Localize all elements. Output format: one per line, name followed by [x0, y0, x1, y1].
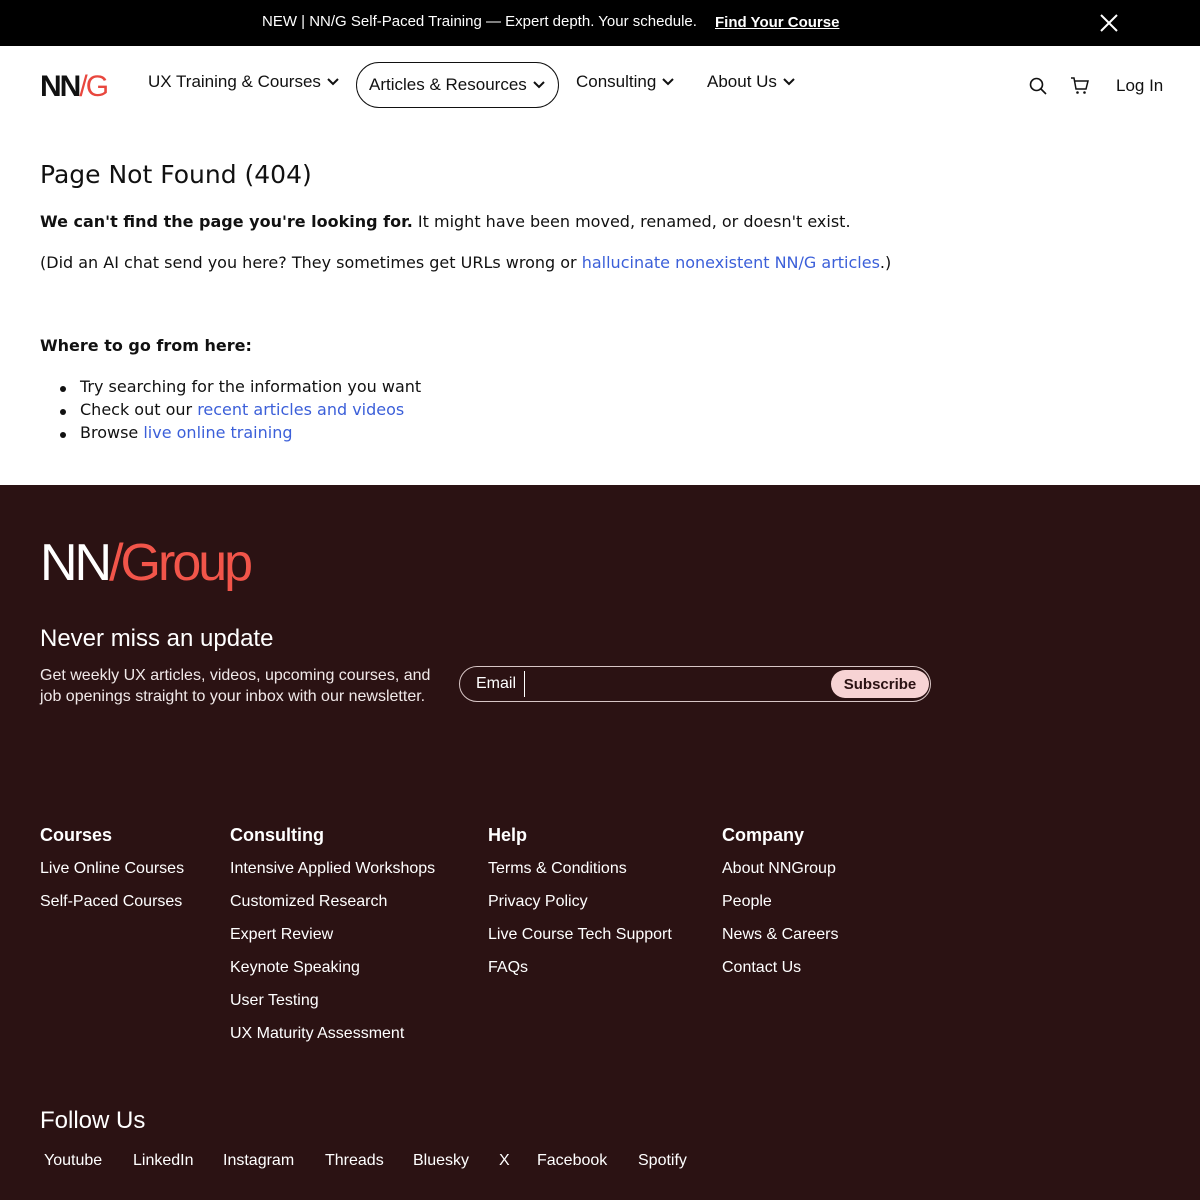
follow-us-title: Follow Us: [40, 1107, 146, 1134]
footer-col-courses: [40, 825, 184, 926]
site-footer: [0, 485, 1200, 1200]
social-facebook[interactable]: Facebook: [537, 1152, 608, 1169]
close-icon[interactable]: [1099, 13, 1119, 33]
find-your-course-link[interactable]: Find Your Course: [715, 14, 840, 31]
footer-link[interactable]: Terms & Conditions: [488, 860, 627, 877]
nav-ux-training[interactable]: UX Training & Courses: [148, 72, 340, 92]
social-spotify[interactable]: Spotify: [638, 1152, 687, 1169]
footer-link[interactable]: News & Careers: [722, 926, 839, 943]
subscribe-button[interactable]: Subscribe: [831, 670, 929, 698]
nav-consulting[interactable]: Consulting: [576, 72, 675, 92]
ai-chat-note: (Did an AI chat send you here? They sometimes get URLs wrong or hallucinate nonexistent NN/G articles.): [40, 253, 892, 272]
recent-articles-link[interactable]: recent articles and videos: [197, 400, 405, 419]
footer-link[interactable]: People: [722, 893, 772, 910]
footer-col-title: Help: [488, 825, 528, 845]
footer-link[interactable]: Privacy Policy: [488, 893, 588, 910]
nng-logo[interactable]: NN/G: [40, 70, 108, 103]
footer-link[interactable]: About NNGroup: [722, 860, 836, 877]
social-linkedin[interactable]: LinkedIn: [133, 1152, 194, 1169]
live-training-link[interactable]: live online training: [143, 423, 293, 442]
newsletter-form: [459, 666, 931, 702]
cart-icon[interactable]: [1070, 76, 1090, 96]
footer-col-help: [488, 825, 672, 992]
chevron-down-icon: [782, 75, 796, 89]
footer-col-title: Consulting: [230, 825, 324, 845]
footer-col-title: Company: [722, 825, 805, 845]
where-to-go-heading: Where to go from here:: [40, 336, 252, 355]
footer-link[interactable]: User Testing: [230, 992, 319, 1009]
chevron-down-icon: [326, 75, 340, 89]
footer-col-title: Courses: [40, 825, 113, 845]
newsletter-description: Get weekly UX articles, videos, upcoming courses, and job openings straight to your inbox with our newsletter.: [40, 667, 431, 705]
newsletter-title: Never miss an update: [40, 625, 274, 652]
footer-link[interactable]: Contact Us: [722, 959, 802, 976]
nav-articles-resources[interactable]: Articles & Resources: [356, 62, 559, 108]
hallucinate-articles-link[interactable]: hallucinate nonexistent NN/G articles: [581, 253, 880, 272]
social-instagram[interactable]: Instagram: [223, 1152, 295, 1169]
nngroup-logo[interactable]: NN/Group: [40, 534, 251, 592]
chevron-down-icon: [532, 78, 546, 92]
list-item: Try searching for the information you want: [40, 377, 421, 400]
announcement-bar: [0, 0, 1200, 46]
footer-link[interactable]: Keynote Speaking: [230, 959, 360, 976]
footer-link[interactable]: Customized Research: [230, 893, 388, 910]
site-header: [0, 46, 1200, 126]
social-youtube[interactable]: Youtube: [44, 1152, 103, 1169]
chevron-down-icon: [661, 75, 675, 89]
search-icon[interactable]: [1028, 76, 1048, 96]
list-item: Check out our recent articles and videos: [40, 400, 421, 423]
footer-col-consulting: [230, 825, 435, 1058]
email-label: Email: [476, 675, 517, 692]
social-x[interactable]: X: [499, 1152, 510, 1169]
not-found-message: We can't find the page you're looking for. It might have been moved, renamed, or doesn't exist.: [40, 212, 851, 231]
suggestions-list: [40, 377, 421, 446]
login-link[interactable]: Log In: [1116, 76, 1164, 95]
footer-link[interactable]: Intensive Applied Workshops: [230, 860, 436, 877]
list-item: Browse live online training: [40, 423, 421, 446]
announcement-text: NEW | NN/G Self-Paced Training — Expert depth. Your schedule.: [262, 13, 697, 30]
footer-link[interactable]: Live Online Courses: [40, 860, 185, 877]
social-threads[interactable]: Threads: [325, 1152, 384, 1169]
footer-link[interactable]: UX Maturity Assessment: [230, 1025, 405, 1042]
footer-col-company: [722, 825, 838, 992]
footer-link[interactable]: Expert Review: [230, 926, 334, 943]
nav-about-us[interactable]: About Us: [707, 72, 796, 92]
footer-link[interactable]: FAQs: [488, 959, 529, 976]
footer-link[interactable]: Live Course Tech Support: [488, 926, 672, 943]
email-field[interactable]: [524, 671, 824, 697]
footer-link[interactable]: Self-Paced Courses: [40, 893, 183, 910]
page-title: Page Not Found (404): [40, 160, 312, 189]
social-bluesky[interactable]: Bluesky: [413, 1152, 470, 1169]
